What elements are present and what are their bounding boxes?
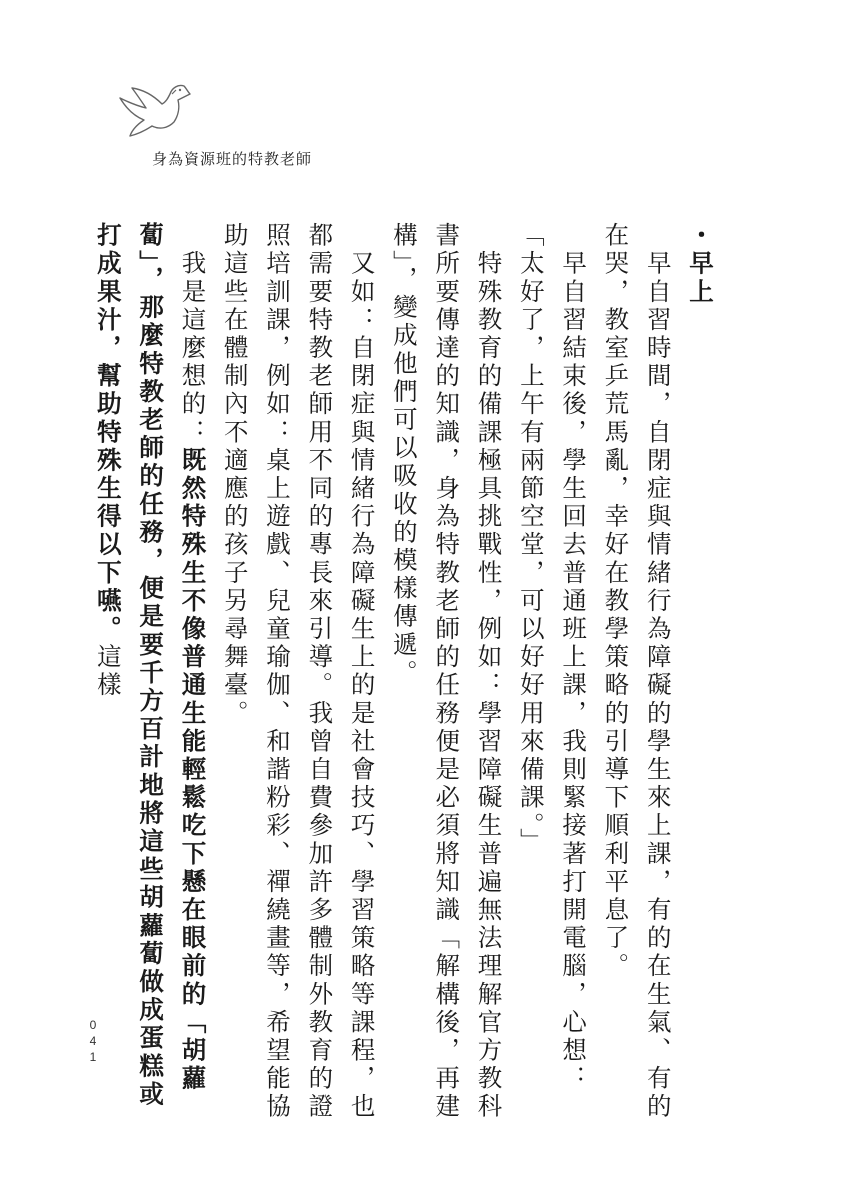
paragraph-1: 早自習時間，自閉症與情緒行為障礙的學生來上課，有的在生氣、有的在哭，教室乒荒馬亂，幸好在教學策略的引導下順利平息了。 [601,222,673,1122]
paragraph-3: 特殊教育的備課極具挑戰性，例如：學習障礙生普遍無法理解官方教科書所要傳達的知識，身為特教老師的任務便是必須將知識「解構後，再建構」，變成他們可以吸收的模樣傳遞。 [389,222,504,1122]
paragraph-5-emphasis: 既然特殊生不像普通生能輕鬆吃下懸在眼前的「胡蘿蔔」，那麼特教老師的任務，便是要千方百計地將這些胡蘿蔔做成蛋糕或打成果汁，幫助特殊生得以下嚥。 [93,222,208,1109]
heading-marker: ・ [686,222,715,251]
running-head: 身為資源班的特教老師 [152,150,313,168]
paragraph-5 [87,222,214,1122]
paragraph-4: 又如：自閉症與情緒行為障礙生上的是社會技巧、學習策略等課程，也都需要特教老師用不同的專長來引導。我曾自費參加許多體制外教育的證照培訓課，例如：桌上遊戲、兒童瑜伽、和諧粉彩、禪繞畫等，希望能協助這些在體制內不適應的孩子另尋舞臺。 [220,222,377,1122]
section-heading [679,222,721,1122]
page-number: 041 [86,1018,100,1066]
heading-text: 早上 [686,250,715,307]
paragraph-5-lead: 我是這麼想的： [178,222,208,447]
dove-icon [112,78,202,158]
paragraph-5-tail: 這樣 [93,643,123,700]
paragraph-2: 早自習結束後，學生回去普通班上課，我則緊接著打開電腦，心想：「太好了，上午有兩節空堂，可以好好用來備課。」 [516,222,589,1094]
